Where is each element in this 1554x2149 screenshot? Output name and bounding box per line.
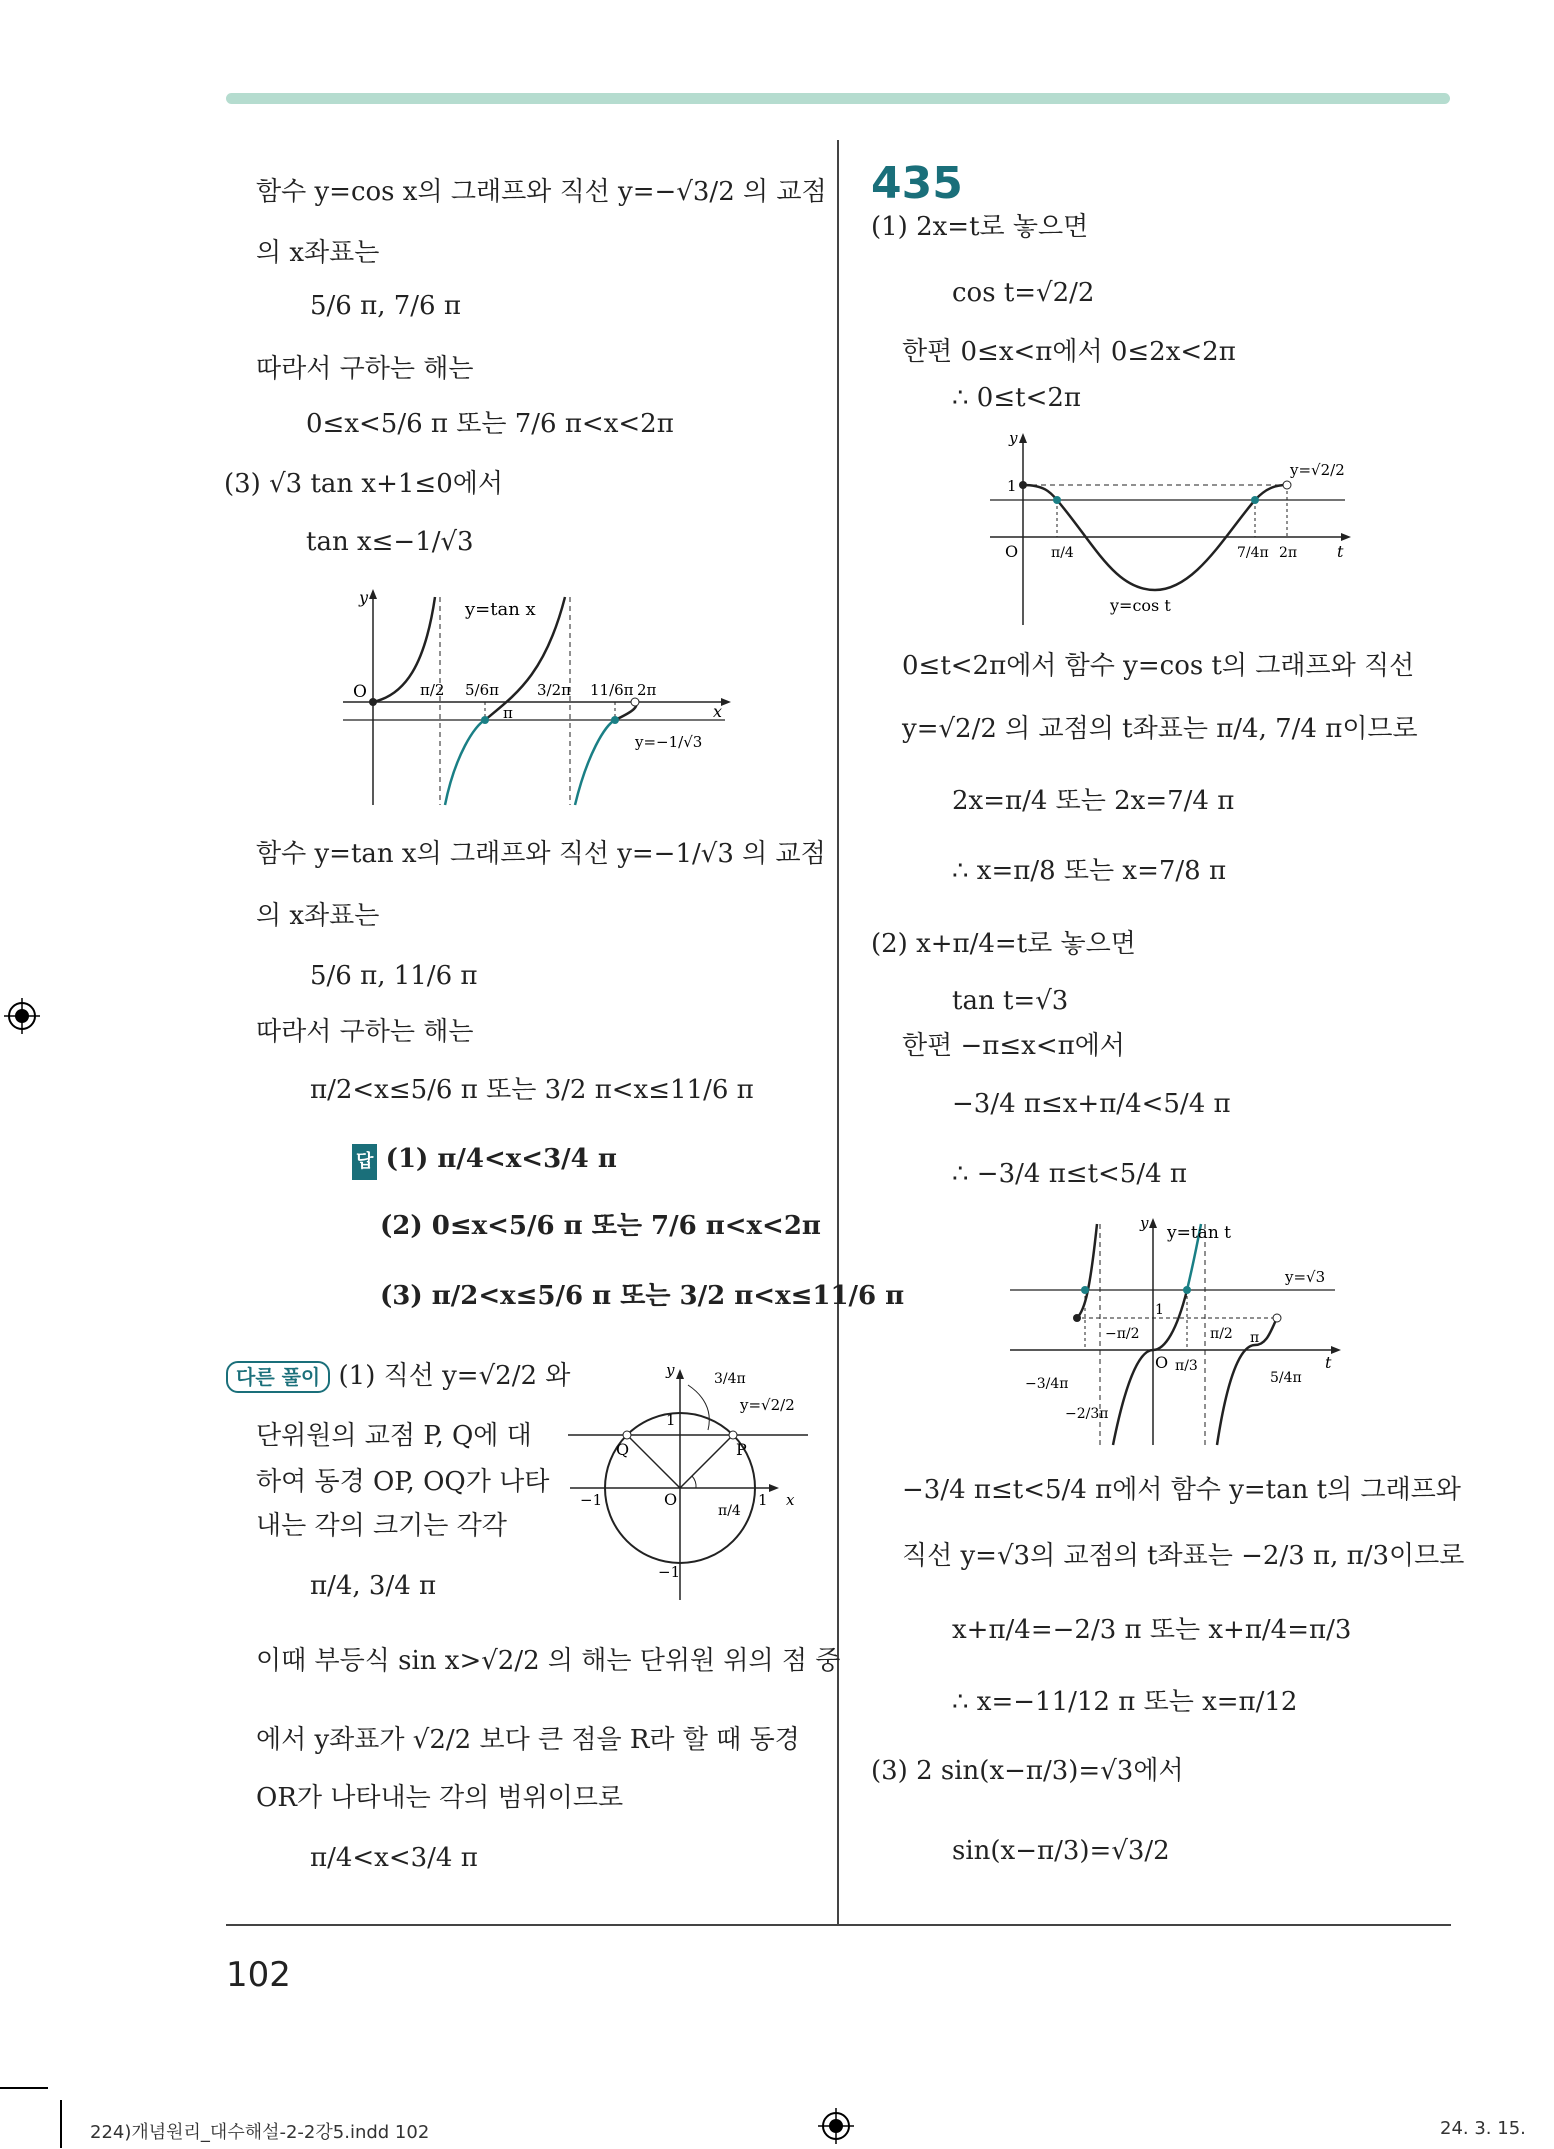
- text-line: 이때 부등식 sin x>√2/2 의 해는 단위원 위의 점 중: [256, 1646, 841, 1676]
- y-axis-label: y: [359, 588, 369, 607]
- math-line: sin(x−π/3)=√3/2: [952, 1836, 1170, 1866]
- footer-file-info: 224)개념원리_대수해설-2-2강5.indd 102: [90, 2122, 430, 2143]
- tick-label: π/4: [1051, 545, 1074, 561]
- text-line: 의 x좌표는: [256, 901, 380, 931]
- open-point: [631, 698, 639, 706]
- tick-label: 7/4π: [1237, 545, 1269, 561]
- math-line: π/4, 3/4 π: [310, 1571, 437, 1601]
- start-point: [1073, 1314, 1081, 1322]
- point-q: [623, 1431, 631, 1439]
- tick-label: −π/2: [1105, 1326, 1140, 1342]
- math-line: π/4<x<3/4 π: [310, 1843, 478, 1873]
- math-line: 5/6 π, 7/6 π: [310, 291, 461, 321]
- tick-label: 2π: [1279, 545, 1298, 561]
- y-axis-label: y: [1140, 1214, 1149, 1232]
- x-axis-label: x: [786, 1491, 795, 1509]
- registration-mark-icon: [4, 998, 40, 1034]
- intersection-point: [1183, 1286, 1191, 1294]
- top-accent-bar: [226, 93, 1450, 104]
- neg-one-y-label: −1: [658, 1563, 681, 1581]
- tick-label: π/2: [420, 681, 445, 699]
- line-label: y=√2/2: [740, 1396, 795, 1414]
- text-line: (3) √3 tan x+1≤0에서: [224, 469, 503, 499]
- tick-label: 2π: [637, 681, 657, 699]
- x-axis-label: t: [1337, 542, 1344, 561]
- text-line: (2) x+π/4=t로 놓으면: [871, 929, 1136, 959]
- one-y-label: 1: [666, 1411, 676, 1429]
- text-line: 한편 0≤x<π에서 0≤2x<2π: [902, 337, 1236, 367]
- alt-text: (1) 직선 y=√2/2 와: [338, 1361, 571, 1391]
- alt-solution-badge: 다른 풀이: [226, 1361, 330, 1393]
- intersection-point: [1081, 1286, 1089, 1294]
- start-point: [1019, 481, 1027, 489]
- open-point: [1273, 1314, 1281, 1322]
- text-line: 내는 각의 크기는 각각: [256, 1511, 507, 1541]
- math-line: ∴ x=π/8 또는 x=7/8 π: [952, 856, 1227, 886]
- alt-solution-line: [226, 1360, 570, 1393]
- page-number: 102: [226, 1955, 291, 1995]
- text-line: OR가 나타내는 각의 범위이므로: [256, 1783, 624, 1813]
- answer-1: (1) π/4<x<3/4 π: [385, 1144, 617, 1174]
- text-line: 함수 y=tan x의 그래프와 직선 y=−1/√3 의 교점: [256, 839, 826, 869]
- math-line: 0≤x<5/6 π 또는 7/6 π<x<2π: [306, 409, 674, 439]
- tick-label: π/3: [1175, 1358, 1198, 1374]
- text-line: 따라서 구하는 해는: [256, 354, 474, 384]
- text-line: −3/4 π≤t<5/4 π에서 함수 y=tan t의 그래프와: [902, 1475, 1461, 1505]
- y-axis-label: y: [1009, 429, 1018, 447]
- origin-label: O: [353, 682, 367, 702]
- tick-label: 5/4π: [1270, 1370, 1302, 1386]
- angle-label: 3/4π: [714, 1371, 746, 1387]
- bottom-rule: [226, 1924, 1451, 1926]
- math-line: ∴ 0≤t<2π: [952, 383, 1081, 413]
- problem-number: 435: [871, 158, 963, 209]
- func-label: y=tan x: [465, 599, 536, 620]
- one-label: 1: [1155, 1302, 1164, 1318]
- text-line: 직선 y=√3의 교점의 t좌표는 −2/3 π, π/3이므로: [902, 1541, 1465, 1571]
- text-line: y=√2/2 의 교점의 t좌표는 π/4, 7/4 π이므로: [902, 714, 1418, 744]
- intersection-point: [481, 716, 489, 724]
- text-line: 의 x좌표는: [256, 238, 380, 268]
- math-line: x+π/4=−2/3 π 또는 x+π/4=π/3: [952, 1615, 1352, 1645]
- answer-3: (3) π/2<x≤5/6 π 또는 3/2 π<x≤11/6 π: [380, 1281, 905, 1311]
- one-label: 1: [1007, 477, 1017, 495]
- crop-mark: [0, 2087, 48, 2089]
- tan-t-graph: [1005, 1210, 1345, 1450]
- one-x-label: 1: [758, 1491, 768, 1509]
- tick-label: 3/2π: [537, 681, 571, 699]
- origin-label: O: [664, 1490, 678, 1509]
- math-line: −3/4 π≤x+π/4<5/4 π: [952, 1089, 1231, 1119]
- intersection-point: [1251, 496, 1259, 504]
- intersection-point: [611, 716, 619, 724]
- p-label: P: [736, 1440, 747, 1459]
- func-label: y=tan t: [1167, 1223, 1231, 1243]
- text-line: 따라서 구하는 해는: [256, 1017, 474, 1047]
- text-line: 단위원의 교점 P, Q에 대: [256, 1421, 532, 1451]
- angle-label: π/4: [718, 1503, 741, 1519]
- point-p: [729, 1431, 737, 1439]
- math-line: ∴ −3/4 π≤t<5/4 π: [952, 1159, 1188, 1189]
- registration-mark-icon: [818, 2108, 854, 2144]
- y-axis-label: y: [666, 1361, 675, 1379]
- cos-t-graph: [985, 425, 1365, 625]
- tick-label: −2/3π: [1065, 1406, 1109, 1422]
- math-line: 5/6 π, 11/6 π: [310, 961, 478, 991]
- answer-line: [352, 1143, 617, 1180]
- answer-2: (2) 0≤x<5/6 π 또는 7/6 π<x<2π: [380, 1211, 821, 1241]
- q-label: Q: [616, 1440, 630, 1459]
- tick-label: π: [503, 704, 513, 722]
- math-line: ∴ x=−11/12 π 또는 x=π/12: [952, 1687, 1298, 1717]
- math-line: cos t=√2/2: [952, 278, 1095, 308]
- tick-label: π: [1250, 1330, 1260, 1346]
- x-axis-label: x: [713, 702, 723, 721]
- text-line: 0≤t<2π에서 함수 y=cos t의 그래프와 직선: [902, 651, 1415, 681]
- open-point: [1283, 481, 1291, 489]
- line-label: y=√2/2: [1290, 461, 1345, 479]
- footer-date: 24. 3. 15.: [1440, 2118, 1526, 2139]
- tick-label: π/2: [1210, 1326, 1233, 1342]
- intersection-point: [1053, 496, 1061, 504]
- tan-x-graph: [335, 585, 735, 810]
- math-line: tan t=√3: [952, 986, 1069, 1016]
- x-axis-label: t: [1325, 1353, 1332, 1372]
- text-line: (3) 2 sin(x−π/3)=√3에서: [871, 1756, 1184, 1786]
- neg-one-x-label: −1: [580, 1491, 603, 1509]
- origin-label: O: [1155, 1353, 1169, 1372]
- text-line: 함수 y=cos x의 그래프와 직선 y=−√3/2 의 교점: [256, 177, 827, 207]
- tick-label: 11/6π: [590, 681, 634, 699]
- tick-label: −3/4π: [1025, 1376, 1069, 1392]
- line-label: y=√3: [1285, 1268, 1326, 1286]
- math-line: 2x=π/4 또는 2x=7/4 π: [952, 786, 1235, 816]
- origin-label: O: [1005, 542, 1019, 561]
- unit-circle-graph: [568, 1355, 818, 1605]
- math-line: tan x≤−1/√3: [306, 527, 474, 557]
- text-line: 하여 동경 OP, OQ가 나타: [256, 1467, 550, 1497]
- math-line: π/2<x≤5/6 π 또는 3/2 π<x≤11/6 π: [310, 1075, 754, 1105]
- origin-point: [369, 698, 377, 706]
- text-line: 에서 y좌표가 √2/2 보다 큰 점을 R라 할 때 동경: [256, 1725, 800, 1755]
- text-line: (1) 2x=t로 놓으면: [871, 212, 1089, 242]
- answer-badge: 답: [352, 1144, 377, 1180]
- line-label: y=−1/√3: [635, 733, 703, 751]
- crop-mark: [60, 2100, 62, 2148]
- func-label: y=cos t: [1110, 596, 1171, 615]
- tick-label: 5/6π: [465, 681, 499, 699]
- text-line: 한편 −π≤x<π에서: [902, 1031, 1125, 1061]
